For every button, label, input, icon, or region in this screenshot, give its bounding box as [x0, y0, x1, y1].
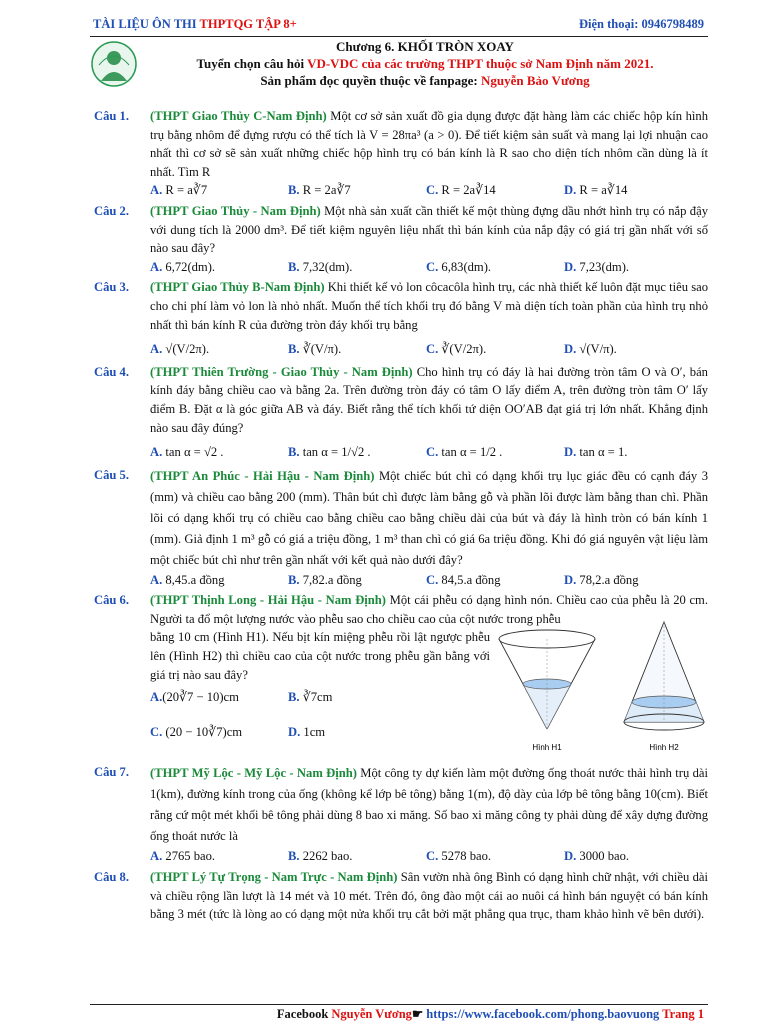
answer-options: [150, 847, 708, 866]
question-2: [94, 202, 708, 276]
footer-prefix: Facebook: [276, 1007, 332, 1021]
answer-options: [150, 571, 708, 590]
question-label: Câu 6.: [94, 593, 129, 608]
question-list: [94, 107, 708, 926]
option-a: A. R = a∛7: [150, 183, 208, 198]
question-body: Cho hình trụ có đáy là hai đường tròn tâm O và O′, bán kính đáy bằng chiều cao và bằng 2a. Trên đường tròn đáy có tâm O lấy điểm A, trên đường tròn tâm O′ lấy điểm B. Đặt α là góc giữa AB và đáy. Biết rằng thể tích khối tứ diện OO′AB đạt giá trị lớn nhất. Khẳng định nào sau đây đúng?: [150, 364, 708, 435]
question-text: [150, 202, 708, 258]
fanpage-line: [140, 72, 710, 89]
question-body: Một nhà sản xuất cần thiết kế một thùng đựng dầu nhớt hình trụ có nắp đậy với dung tích là 2000 dm³. Để tiết kiệm nguyên liệu nhất thì bán kính của nắp đậy có giá trị gần nhất với số nào sau đây?: [150, 203, 708, 256]
question-label: Câu 4.: [94, 364, 129, 379]
subtitle-highlight: VD-VDC của các trường THPT thuộc sở Nam Định năm 2021.: [307, 56, 654, 71]
question-label: Câu 2.: [94, 203, 129, 218]
option-b: B. ∛(V/π).: [288, 342, 342, 357]
question-5: [94, 466, 708, 590]
question-text: [150, 363, 708, 437]
answer-options: [150, 258, 708, 277]
option-c: C. tan α = 1/2 .: [426, 445, 503, 460]
question-label: Câu 3.: [94, 280, 129, 295]
question-body: Một cơ sở sản xuất đồ gia dụng được đặt hàng làm các chiếc hộp kín hình trụ bằng nhôm để đựng rượu có thể tích là V = 28πa³ (a > 0). Để tiết kiệm sản suất và mang lại lợi nhuận cao nhất thì cơ sở sẽ sản xuất những chiếc hộp hình trụ có bán kính là R sao cho diện tích nhôm cần dùng là ít nhất. Tìm R: [150, 109, 709, 179]
question-source: (THPT Mỹ Lộc - Mỹ Lộc - Nam Định): [150, 766, 357, 781]
footer-page-number: Trang 1: [659, 1007, 704, 1021]
footer-author-link[interactable]: Nguyễn Vương: [331, 1007, 412, 1021]
question-label: Câu 5.: [94, 467, 129, 482]
header-left: [93, 17, 297, 32]
question-8: [94, 868, 708, 924]
question-7: [94, 763, 708, 866]
option-d: D. tan α = 1.: [564, 445, 628, 460]
subtitle-prefix: Tuyển chọn câu hỏi: [196, 56, 308, 71]
option-d: D. 78,2.a đồng: [564, 572, 639, 587]
question-source: (THPT Thịnh Long - Hải Hậu - Nam Định): [150, 593, 387, 608]
question-6: [94, 591, 708, 753]
question-source: (THPT Giao Thủy - Nam Định): [150, 203, 321, 218]
option-c: C. R = 2a∛14: [426, 183, 496, 198]
option-d: D. √(V/π).: [564, 342, 617, 357]
option-d: D. 3000 bao.: [564, 849, 630, 864]
question-text: [150, 107, 708, 181]
question-body: Một chiếc bút chì có dạng khối trụ lục giác đều có cạnh đáy 3 (mm) và chiều cao bằng 200 (mm). Thân bút chì được làm bằng gỗ và phần lõi được làm bằng than chì. Phần lõi có dạng khối trụ có chiều cao bằng chiều cao bằng chiều dài của bút và đáy là hình tròn có bán kính 1 (mm). Giả định 1 m³ gỗ có giá a triệu đồng, 1 m³ than chì có giá 6a triệu đồng. Khi đó giá nguyên vật liệu làm một chiếc bút chì như trên gần nhất với kết quả nào dưới đây?: [150, 468, 708, 567]
option-d: D. R = a∛14: [564, 183, 628, 198]
footer-facebook-url[interactable]: https://www.facebook.com/phong.baovuong: [426, 1007, 660, 1021]
option-a: A. √(V/2π).: [150, 342, 210, 357]
fanpage-name: Nguyễn Bảo Vương: [481, 73, 590, 88]
question-source: (THPT Giao Thủy B-Nam Định): [150, 280, 325, 295]
question-source: (THPT Lý Tự Trọng - Nam Trực - Nam Định): [150, 870, 398, 885]
pointing-hand-icon: ☛: [411, 1007, 427, 1021]
option-c: C. 5278 bao.: [426, 849, 492, 864]
question-1: [94, 107, 708, 200]
answer-options: [150, 181, 708, 200]
answer-options: [150, 443, 708, 462]
funnel-figure: [492, 617, 717, 755]
page-footer: [277, 1006, 704, 1022]
option-d: D. 7,23(dm).: [564, 259, 630, 274]
footer-divider: [90, 1004, 708, 1005]
option-a: A.(20∛7 − 10)cm: [150, 690, 239, 705]
option-a: A. 2765 bao.: [150, 849, 216, 864]
question-label: Câu 1.: [94, 109, 129, 123]
author-logo-icon: [91, 41, 137, 87]
option-b: B. 2262 bao.: [288, 849, 353, 864]
question-text-side: bằng 10 cm (Hình H1). Nếu bịt kín miệng phễu rồi lật ngược phễu lên (Hình H2) thì chiều cao của cột nước trong phễu gần bằng với giá trị nào sau đây?: [150, 630, 490, 682]
question-source: (THPT An Phúc - Hải Hậu - Nam Định): [150, 468, 375, 483]
option-a: A. tan α = √2 .: [150, 445, 224, 460]
option-b: B. 7,32(dm).: [288, 259, 353, 274]
figure-label-h2: Hình H2: [649, 743, 679, 753]
option-c: C. (20 − 10∛7)cm: [150, 724, 243, 739]
question-body: Khi thiết kế vỏ lon côcacôla hình trụ, các nhà thiết kế luôn đặt mục tiêu sao cho chi phí làm vỏ lon là nhỏ nhất. Muốn thể tích khối trụ đó bằng V mà diện tích toàn phần của hình trụ nhỏ nhất thì bán kính R của đường tròn đáy khối trụ bằng: [150, 280, 708, 332]
question-label: Câu 8.: [94, 870, 129, 885]
question-body: Một công ty dự kiến làm một đường ống thoát nước thải hình trụ dài 1(km), đường kính trong của ống (không kể lớp bê tông) bằng 1(m), độ dày của lớp bê tông bằng 10(cm). Biết rằng cứ một mét khối bê tông phải dùng 8 bao xi măng. Số bao xi măng công ty phải dùng để xây dựng đường ống thoát nước là: [150, 766, 709, 844]
question-3: [94, 278, 708, 358]
page-header: [0, 17, 768, 37]
option-a: A. 8,45.a đồng: [150, 572, 225, 587]
option-a: A. 6,72(dm).: [150, 259, 216, 274]
question-text: [150, 466, 708, 571]
question-4: [94, 363, 708, 462]
figure-label-h1: Hình H1: [532, 743, 562, 753]
header-left-prefix: TÀI LIỆU ÔN THI: [93, 17, 200, 31]
question-body: Một cái phễu có dạng hình nón. Chiều cao của phễu là 20 cm. Người ta đổ một lượng nước vào phễu sao cho chiều cao của cột nước trong phễu: [150, 593, 708, 626]
chapter-title: Chương 6. KHỐI TRÒN XOAY: [336, 39, 514, 54]
question-source: (THPT Thiên Trường - Giao Thủy - Nam Định): [150, 364, 413, 379]
question-text: [150, 278, 708, 334]
option-b: B. tan α = 1/√2 .: [288, 445, 371, 460]
question-text: [150, 763, 708, 847]
subtitle-line: [140, 55, 710, 72]
question-source: (THPT Giao Thủy C-Nam Định): [150, 109, 327, 123]
question-text: [150, 868, 708, 924]
option-c: C. 6,83(dm).: [426, 259, 492, 274]
question-label: Câu 7.: [94, 765, 129, 780]
header-left-highlight: THPTQG TẬP 8+: [199, 17, 297, 31]
question-body: Sân vườn nhà ông Bình có dạng hình chữ nhật, với chiều dài và chiều rộng lần lượt là 14 mét và 10 mét. Trên đó, ông đào một cái ao nuôi cá hình bán nguyệt có bán kính bằng 3 mét (tức là lòng ao có dạng một nửa khối trụ cắt bởi mặt phẳng qua trục, tham khảo hình vẽ bên dưới).: [150, 870, 708, 922]
option-b: B. ∛7cm: [288, 690, 333, 705]
option-c: C. 84,5.a đồng: [426, 572, 501, 587]
option-d: D. 1cm: [288, 724, 326, 739]
option-c: C. ∛(V/2π).: [426, 342, 487, 357]
header-divider: [90, 36, 708, 37]
answer-options: [150, 340, 708, 359]
funnel-h1: [499, 630, 595, 729]
option-b: B. R = 2a∛7: [288, 183, 351, 198]
document-titles: [140, 38, 710, 89]
fanpage-prefix: Sản phẩm đọc quyền thuộc về fanpage:: [260, 73, 481, 88]
funnel-h2: [624, 622, 704, 730]
option-b: B. 7,82.a đồng: [288, 572, 362, 587]
header-phone: Điện thoại: 0946798489: [579, 17, 704, 31]
